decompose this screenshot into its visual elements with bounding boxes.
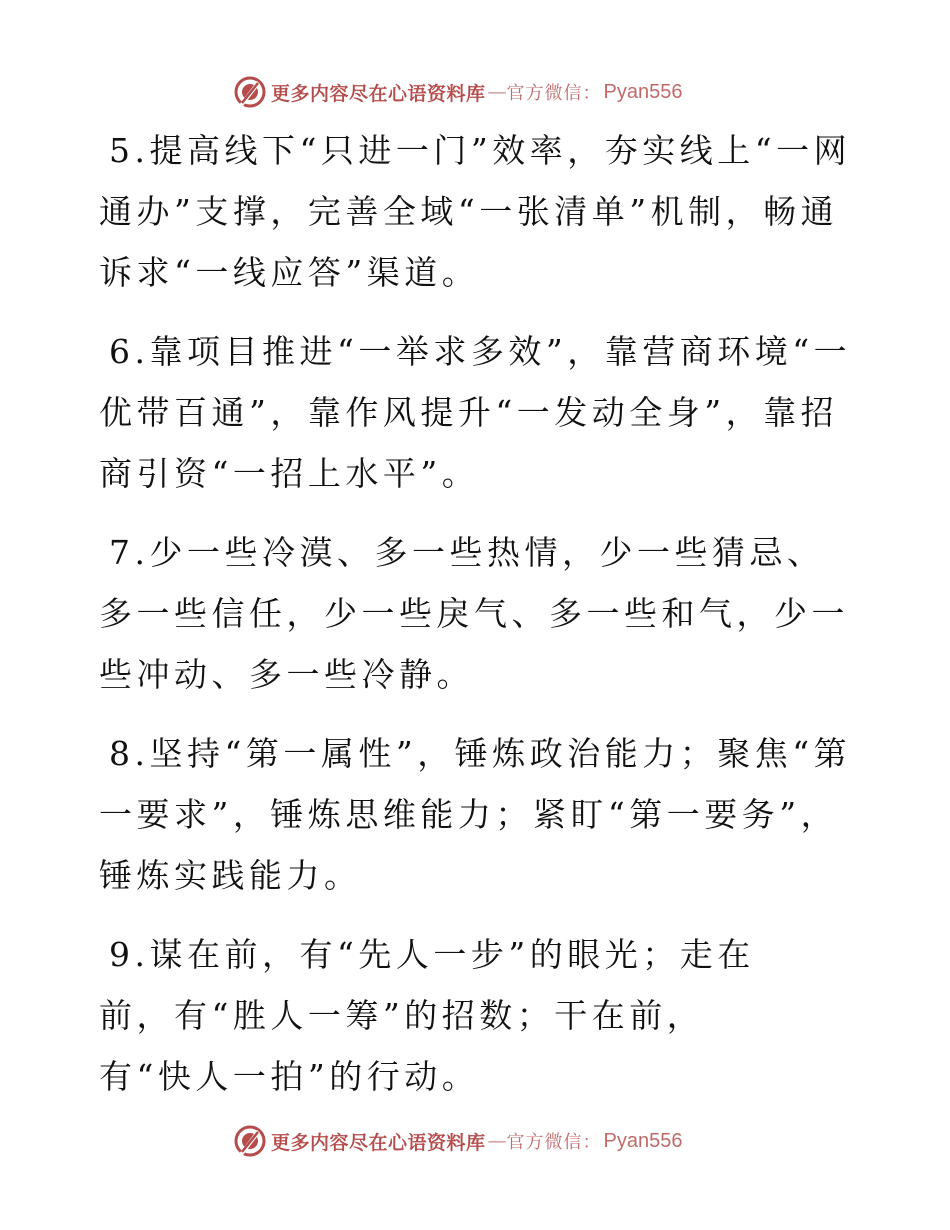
quill-pen-logo-icon — [233, 1124, 267, 1158]
paragraph-8: 8.坚持“第一属性”，锤炼政治能力；聚焦“第一要求”，锤炼思维能力；紧盯“第一要务”，锤炼实践能力。 — [99, 734, 852, 895]
paragraph-5: 5.提高线下“只进一门”效率，夯实线上“一网通办”支撑，完善全域“一张清单”机制，畅通诉求“一线应答”渠道。 — [99, 131, 852, 292]
watermark-separator: — — [487, 1130, 505, 1152]
quill-pen-logo-icon — [233, 75, 267, 109]
watermark-separator: — — [487, 81, 505, 103]
watermark-label: 官方微信： — [506, 83, 602, 104]
watermark-site-text: 更多内容尽在心语资料库 — [271, 82, 486, 105]
paragraph-9: 9.谋在前，有“先人一步”的眼光；走在前，有“胜人一筹”的招数；干在前，有“快人一拍”的行动。 — [99, 935, 755, 1096]
watermark-wechat-id: Pyan556 — [603, 80, 683, 103]
header-watermark — [233, 72, 682, 112]
watermark-wechat-id: Pyan556 — [603, 1129, 683, 1152]
document-body — [99, 120, 859, 1125]
watermark-label: 官方微信： — [506, 1132, 602, 1153]
paragraph-7: 7.少一些冷漠、多一些热情，少一些猜忌、多一些信任，少一些戾气、多一些和气，少一些冲动、多一些冷静。 — [99, 533, 849, 694]
paragraph-6: 6.靠项目推进“一举求多效”，靠营商环境“一优带百通”，靠作风提升“一发动全身”，靠招商引资“一招上水平”。 — [99, 332, 852, 493]
watermark-site-text: 更多内容尽在心语资料库 — [271, 1131, 486, 1154]
footer-watermark — [233, 1121, 682, 1161]
